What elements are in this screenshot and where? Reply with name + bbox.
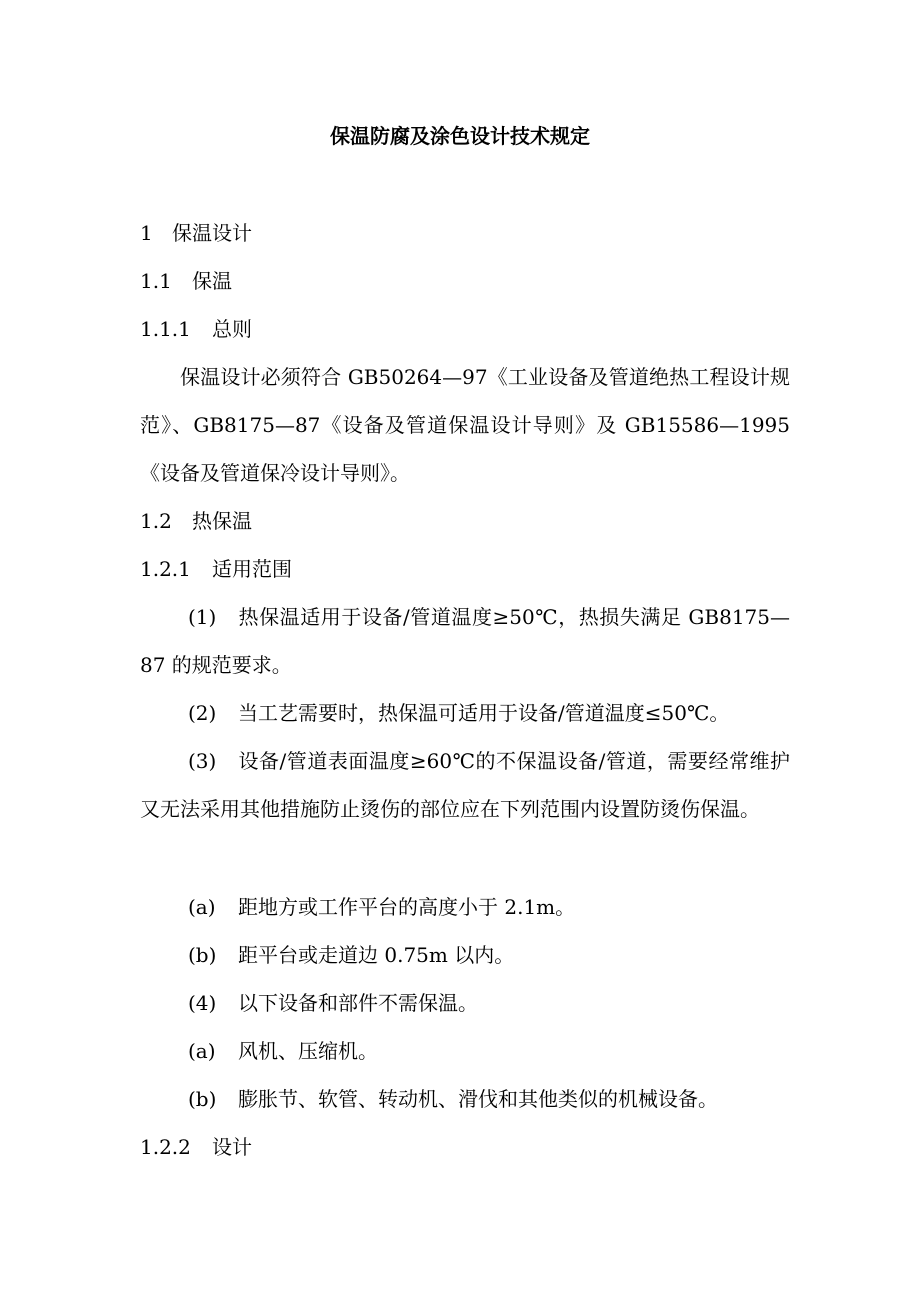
list-item: [140, 593, 790, 689]
item-marker: (1): [188, 605, 217, 629]
section-heading-1-2-1: [140, 555, 790, 583]
item-text: 当工艺需要时，热保温可适用于设备/管道温度≤50℃。: [238, 701, 730, 725]
section-title: 热保温: [192, 509, 252, 533]
item-marker: (a): [188, 895, 216, 919]
item-text: 热保温适用于设备/管道温度≥50℃，热损失满足 GB8175—87 的规范要求。: [140, 605, 790, 677]
section-number: 1.1: [140, 269, 172, 293]
list-item: [188, 893, 790, 921]
section-number: 1.2: [140, 509, 172, 533]
general-paragraph: 保温设计必须符合 GB50264—97《工业设备及管道绝热工程设计规范》、GB8175—87《设备及管道保温设计导则》及 GB15586—1995《设备及管道保冷设计导则》。: [140, 365, 790, 485]
section-number: 1.2.2: [140, 1135, 191, 1159]
section-heading-1-1-1: [140, 315, 790, 343]
item-text: 距平台或走道边 0.75m 以内。: [238, 943, 515, 967]
item-text: 设备/管道表面温度≥60℃的不保温设备/管道，需要经常维护又无法采用其他措施防止烫伤的部位应在下列范围内设置防烫伤保温。: [140, 749, 790, 821]
section-heading-1-2-2: [140, 1133, 790, 1161]
list-item: [188, 941, 790, 969]
document-title: 保温防腐及涂色设计技术规定: [330, 124, 590, 148]
item-marker: (2): [188, 701, 217, 725]
item-text: 距地方或工作平台的高度小于 2.1m。: [238, 895, 576, 919]
item-marker: (b): [188, 1087, 217, 1111]
section-title: 设计: [212, 1135, 252, 1159]
item-text: 风机、压缩机。: [238, 1039, 378, 1063]
section-number: 1.2.1: [140, 557, 191, 581]
item-marker: (4): [188, 991, 217, 1015]
section-heading-1-1: [140, 267, 790, 295]
section-title: 适用范围: [212, 557, 292, 581]
section-number: 1.1.1: [140, 317, 191, 341]
section-heading-1-2: [140, 507, 790, 535]
item-text: 以下设备和部件不需保温。: [238, 991, 478, 1015]
section-number: 1: [140, 221, 153, 245]
item-marker: (b): [188, 943, 217, 967]
section-title: 保温设计: [172, 221, 252, 245]
list-item: [188, 989, 790, 1017]
section-title: 保温: [192, 269, 232, 293]
item-marker: (a): [188, 1039, 216, 1063]
section-heading-1: [140, 219, 790, 247]
list-item: [188, 1037, 790, 1065]
item-marker: (3): [188, 749, 217, 773]
section-title: 总则: [212, 317, 252, 341]
list-item: [140, 737, 790, 833]
item-text: 膨胀节、软管、转动机、滑伐和其他类似的机械设备。: [238, 1087, 718, 1111]
list-item: [188, 1085, 790, 1113]
list-item: [188, 699, 790, 727]
